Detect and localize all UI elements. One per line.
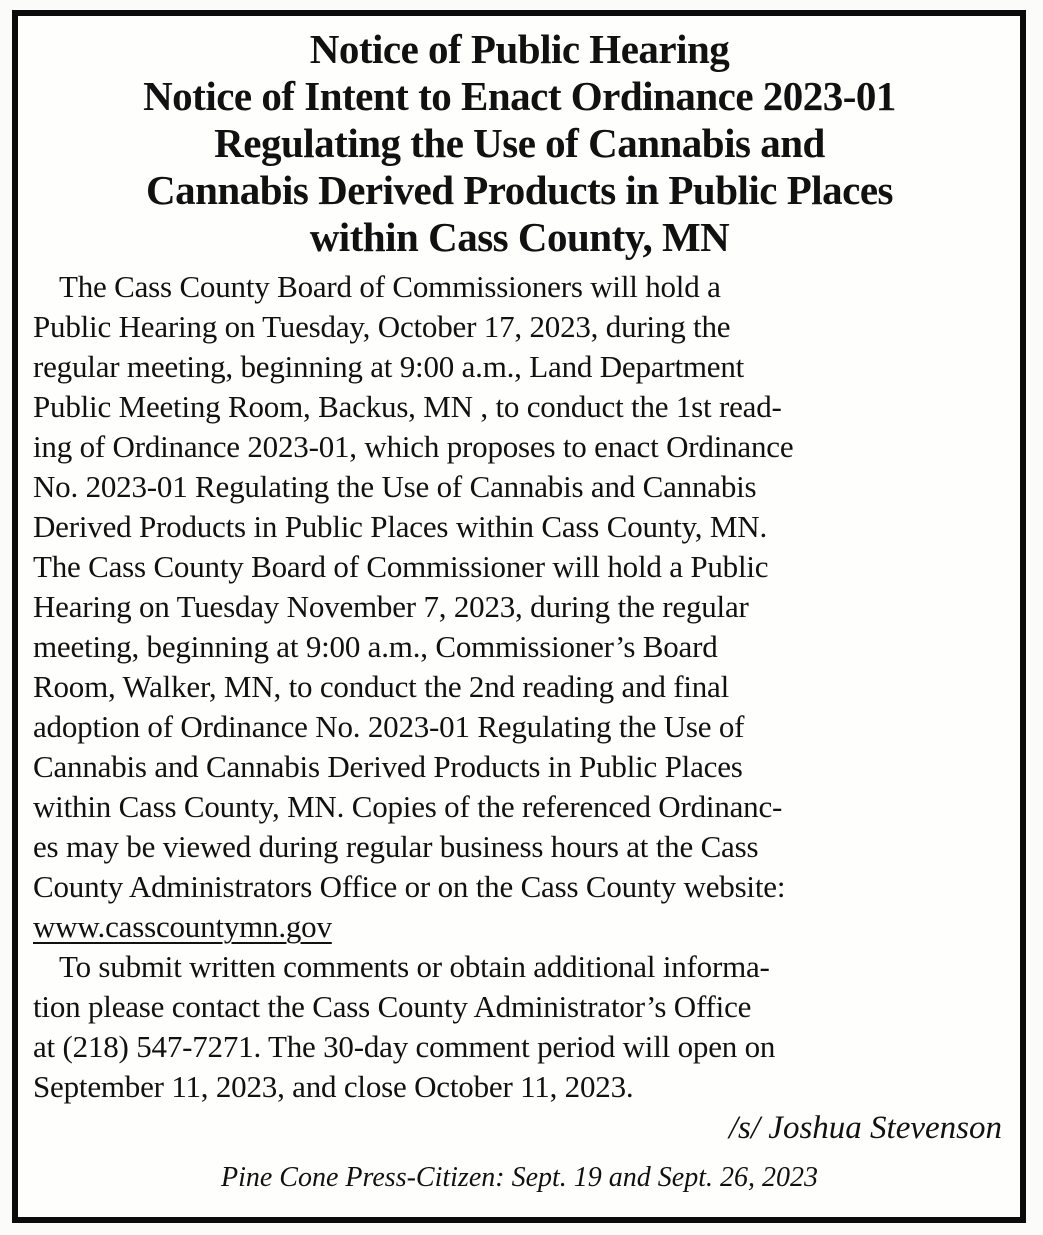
body-line: ing of Ordinance 2023-01, which proposes to enact Ordinance — [33, 429, 794, 464]
body-line: To submit written comments or obtain additional informa- — [59, 949, 770, 984]
title-line: Cannabis Derived Products in Public Places — [145, 167, 894, 213]
body-line: meeting, beginning at 9:00 a.m., Commissioner’s Board — [33, 629, 718, 664]
public-notice-box — [12, 10, 1026, 1223]
body-line: Derived Products in Public Places within Cass County, MN. — [33, 509, 767, 544]
body-line: No. 2023-01 Regulating the Use of Cannabis and Cannabis — [33, 469, 757, 504]
title-line: Notice of Intent to Enact Ordinance 2023-01 — [143, 73, 896, 119]
body-line: adoption of Ordinance No. 2023-01 Regulating the Use of — [33, 709, 745, 744]
title-line: Notice of Public Hearing — [309, 26, 730, 72]
body-line: The Cass County Board of Commissioners will hold a — [59, 269, 721, 304]
body-line: Public Meeting Room, Backus, MN , to conduct the 1st read- — [33, 389, 782, 424]
body-line: Public Hearing on Tuesday, October 17, 2023, during the — [33, 309, 731, 344]
website-url: www.casscountymn.gov — [33, 909, 332, 944]
body-line: at (218) 547-7271. The 30-day comment period will open on — [33, 1029, 776, 1064]
body-line: The Cass County Board of Commissioner will hold a Public — [33, 549, 769, 584]
signature-line: /s/ Joshua Stevenson — [728, 1110, 1002, 1146]
body-line: September 11, 2023, and close October 11, 2023. — [33, 1069, 634, 1104]
body-line: es may be viewed during regular business hours at the Cass — [33, 829, 759, 864]
body-line: within Cass County, MN. Copies of the referenced Ordinanc- — [33, 789, 783, 824]
body-line: Cannabis and Cannabis Derived Products in Public Places — [33, 749, 743, 784]
body-line: tion please contact the Cass County Administrator’s Office — [33, 989, 752, 1024]
body-line: Hearing on Tuesday November 7, 2023, during the regular — [33, 589, 749, 624]
title-line: within Cass County, MN — [309, 214, 730, 260]
title-line: Regulating the Use of Cannabis and — [214, 120, 825, 166]
notice-title — [33, 26, 1006, 261]
body-line: County Administrators Office or on the Cass County website: — [33, 869, 786, 904]
body-line: Room, Walker, MN, to conduct the 2nd reading and final — [33, 669, 730, 704]
notice-body — [33, 267, 1006, 1107]
publication-footer: Pine Cone Press-Citizen: Sept. 19 and Sept. 26, 2023 — [221, 1162, 818, 1193]
body-line: regular meeting, beginning at 9:00 a.m., Land Department — [33, 349, 745, 384]
